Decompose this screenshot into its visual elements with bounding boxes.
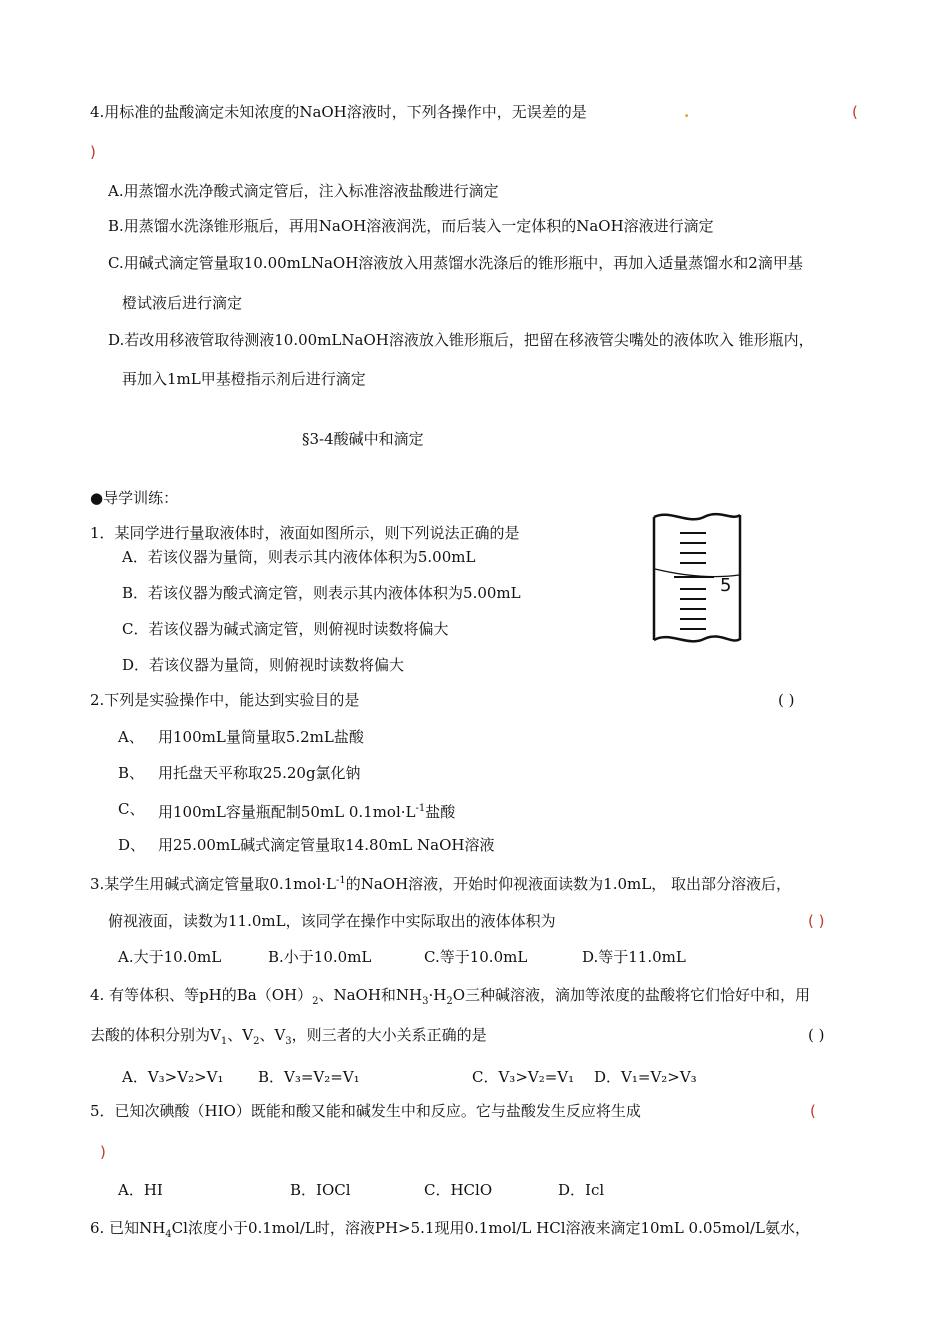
q5-option-c: C．HClO xyxy=(424,1181,493,1199)
q1-option-b: B．若该仪器为酸式滴定管，则表示其内液体体积为5.00mL xyxy=(122,584,521,602)
q4-option-b: B．V₃=V₂=V₁ xyxy=(258,1068,360,1086)
q3-option-d: D.等于11.0mL xyxy=(582,948,686,966)
section-title: §3-4酸碱中和滴定 xyxy=(302,430,424,448)
q2-option-d-letter: D、 xyxy=(118,836,146,854)
q3-line1: 3.某学生用碱式滴定管量取$0.1mol\cdot L^{-1}$的NaOH溶液，开始时仰视液面读数为1.0mL， 取出部分溶液后， xyxy=(90,875,791,893)
q4-top-option-d-line2: 再加入1mL甲基橙指示剂后进行滴定 xyxy=(122,370,366,388)
q3-option-b: B.小于10.0mL xyxy=(268,948,372,966)
q4-top-option-c-line2: 橙试液后进行滴定 xyxy=(122,294,243,312)
q5-stem: 5．已知次碘酸（HIO）既能和酸又能和碱发生中和反应。它与盐酸发生反应将生成 xyxy=(90,1102,641,1120)
q5-option-b: B．IOCl xyxy=(290,1181,351,1199)
q4-option-c: C．V₃>V₂=V₁ xyxy=(472,1068,575,1086)
q4-top-option-a: A.用蒸馏水洗净酸式滴定管后，注入标准溶液盐酸进行滴定 xyxy=(108,182,499,200)
q2-option-a-letter: A、 xyxy=(118,728,144,746)
q3-option-c: C.等于10.0mL xyxy=(424,948,528,966)
q4-top-stem: 4.用标准的盐酸滴定未知浓度的NaOH溶液时，下列各操作中，无误差的是 xyxy=(90,103,587,121)
q4-top-option-b: B.用蒸馏水洗涤锥形瓶后，再用NaOH溶液润洗，而后装入一定体积的NaOH溶液进行滴定 xyxy=(108,217,714,235)
q5-option-a: A．HI xyxy=(118,1181,163,1199)
q2-option-a: 用100mL量筒量取5.2mL盐酸 xyxy=(158,728,364,746)
q4-top-option-d-line1: D.若改用移液管取待测液10.00mLNaOH溶液放入锥形瓶后，把留在移液管尖嘴处的液体吹入 锥形瓶内， xyxy=(108,331,814,349)
q4-top-paren-close: ) xyxy=(90,143,96,161)
tube-graduations xyxy=(674,533,714,629)
graduated-tube-figure xyxy=(640,505,752,655)
q5-paren-open: ( xyxy=(810,1102,816,1120)
q2-option-c-letter: C、 xyxy=(118,800,145,818)
q4-line2: 去酸的体积分别为$V_1$、$V_2$、$V_3$，则三者的大小关系正确的是 xyxy=(90,1026,487,1047)
q2-option-b: 用托盘天平称取25.20g氯化钠 xyxy=(158,764,361,782)
q1-stem: 1．某同学进行量取液体时，液面如图所示，则下列说法正确的是 xyxy=(90,524,520,542)
q5-paren-close: ) xyxy=(100,1143,106,1161)
q2-stem: 2.下列是实验操作中，能达到实验目的是 xyxy=(90,691,360,709)
q2-answer-paren: ( ) xyxy=(778,691,795,709)
q4-answer-paren: ( ) xyxy=(808,1026,825,1044)
q4-top-paren-open: ( xyxy=(852,103,858,121)
q5-option-d: D．Icl xyxy=(558,1181,605,1199)
q3-answer-paren: ( ) xyxy=(808,912,825,930)
q3-line2: 俯视液面，读数为11.0mL，该同学在操作中实际取出的液体体积为 xyxy=(108,912,556,930)
q2-option-d: 用25.00mL碱式滴定管量取14.80mL NaOH溶液 xyxy=(158,836,495,854)
q3-option-a: A.大于10.0mL xyxy=(118,948,222,966)
q4-option-d: D．V₁=V₂>V₃ xyxy=(594,1068,697,1086)
q2-option-c: 用100mL容量瓶配制50mL $0.1mol\cdot L^{-1}$盐酸 xyxy=(158,803,456,821)
q4-option-a: A．V₃>V₂>V₁ xyxy=(122,1068,224,1086)
q6-stem: 6. 已知$NH_4Cl$浓度小于0.1mol/L时，溶液PH>5.1现用0.1mol/L HCl溶液来滴定10mL 0.05mol/L氨水， xyxy=(90,1219,811,1240)
q1-option-c: C．若该仪器为碱式滴定管，则俯视时读数将偏大 xyxy=(122,620,449,638)
tube-scale-label: 5 xyxy=(720,575,732,596)
q1-option-d: D．若该仪器为量筒，则俯视时读数将偏大 xyxy=(122,656,405,674)
q2-option-b-letter: B、 xyxy=(118,764,145,782)
q4-top-option-c-line1: C.用碱式滴定管量取10.00mLNaOH溶液放入用蒸馏水洗涤后的锥形瓶中，再加入适量蒸馏水和2滴甲基 xyxy=(108,254,803,272)
guide-heading: ●导学训练： xyxy=(90,489,179,507)
q1-option-a: A．若该仪器为量筒，则表示其内液体体积为5.00mL xyxy=(122,548,476,566)
q4-line1: 4. 有等体积、等pH的$Ba(OH)_2$、NaOH和$NH_3\cdot H_2O$三种碱溶液，滴加等浓度的盐酸将它们恰好中和，用 xyxy=(90,986,811,1007)
q4-top-mark: . xyxy=(684,103,690,121)
